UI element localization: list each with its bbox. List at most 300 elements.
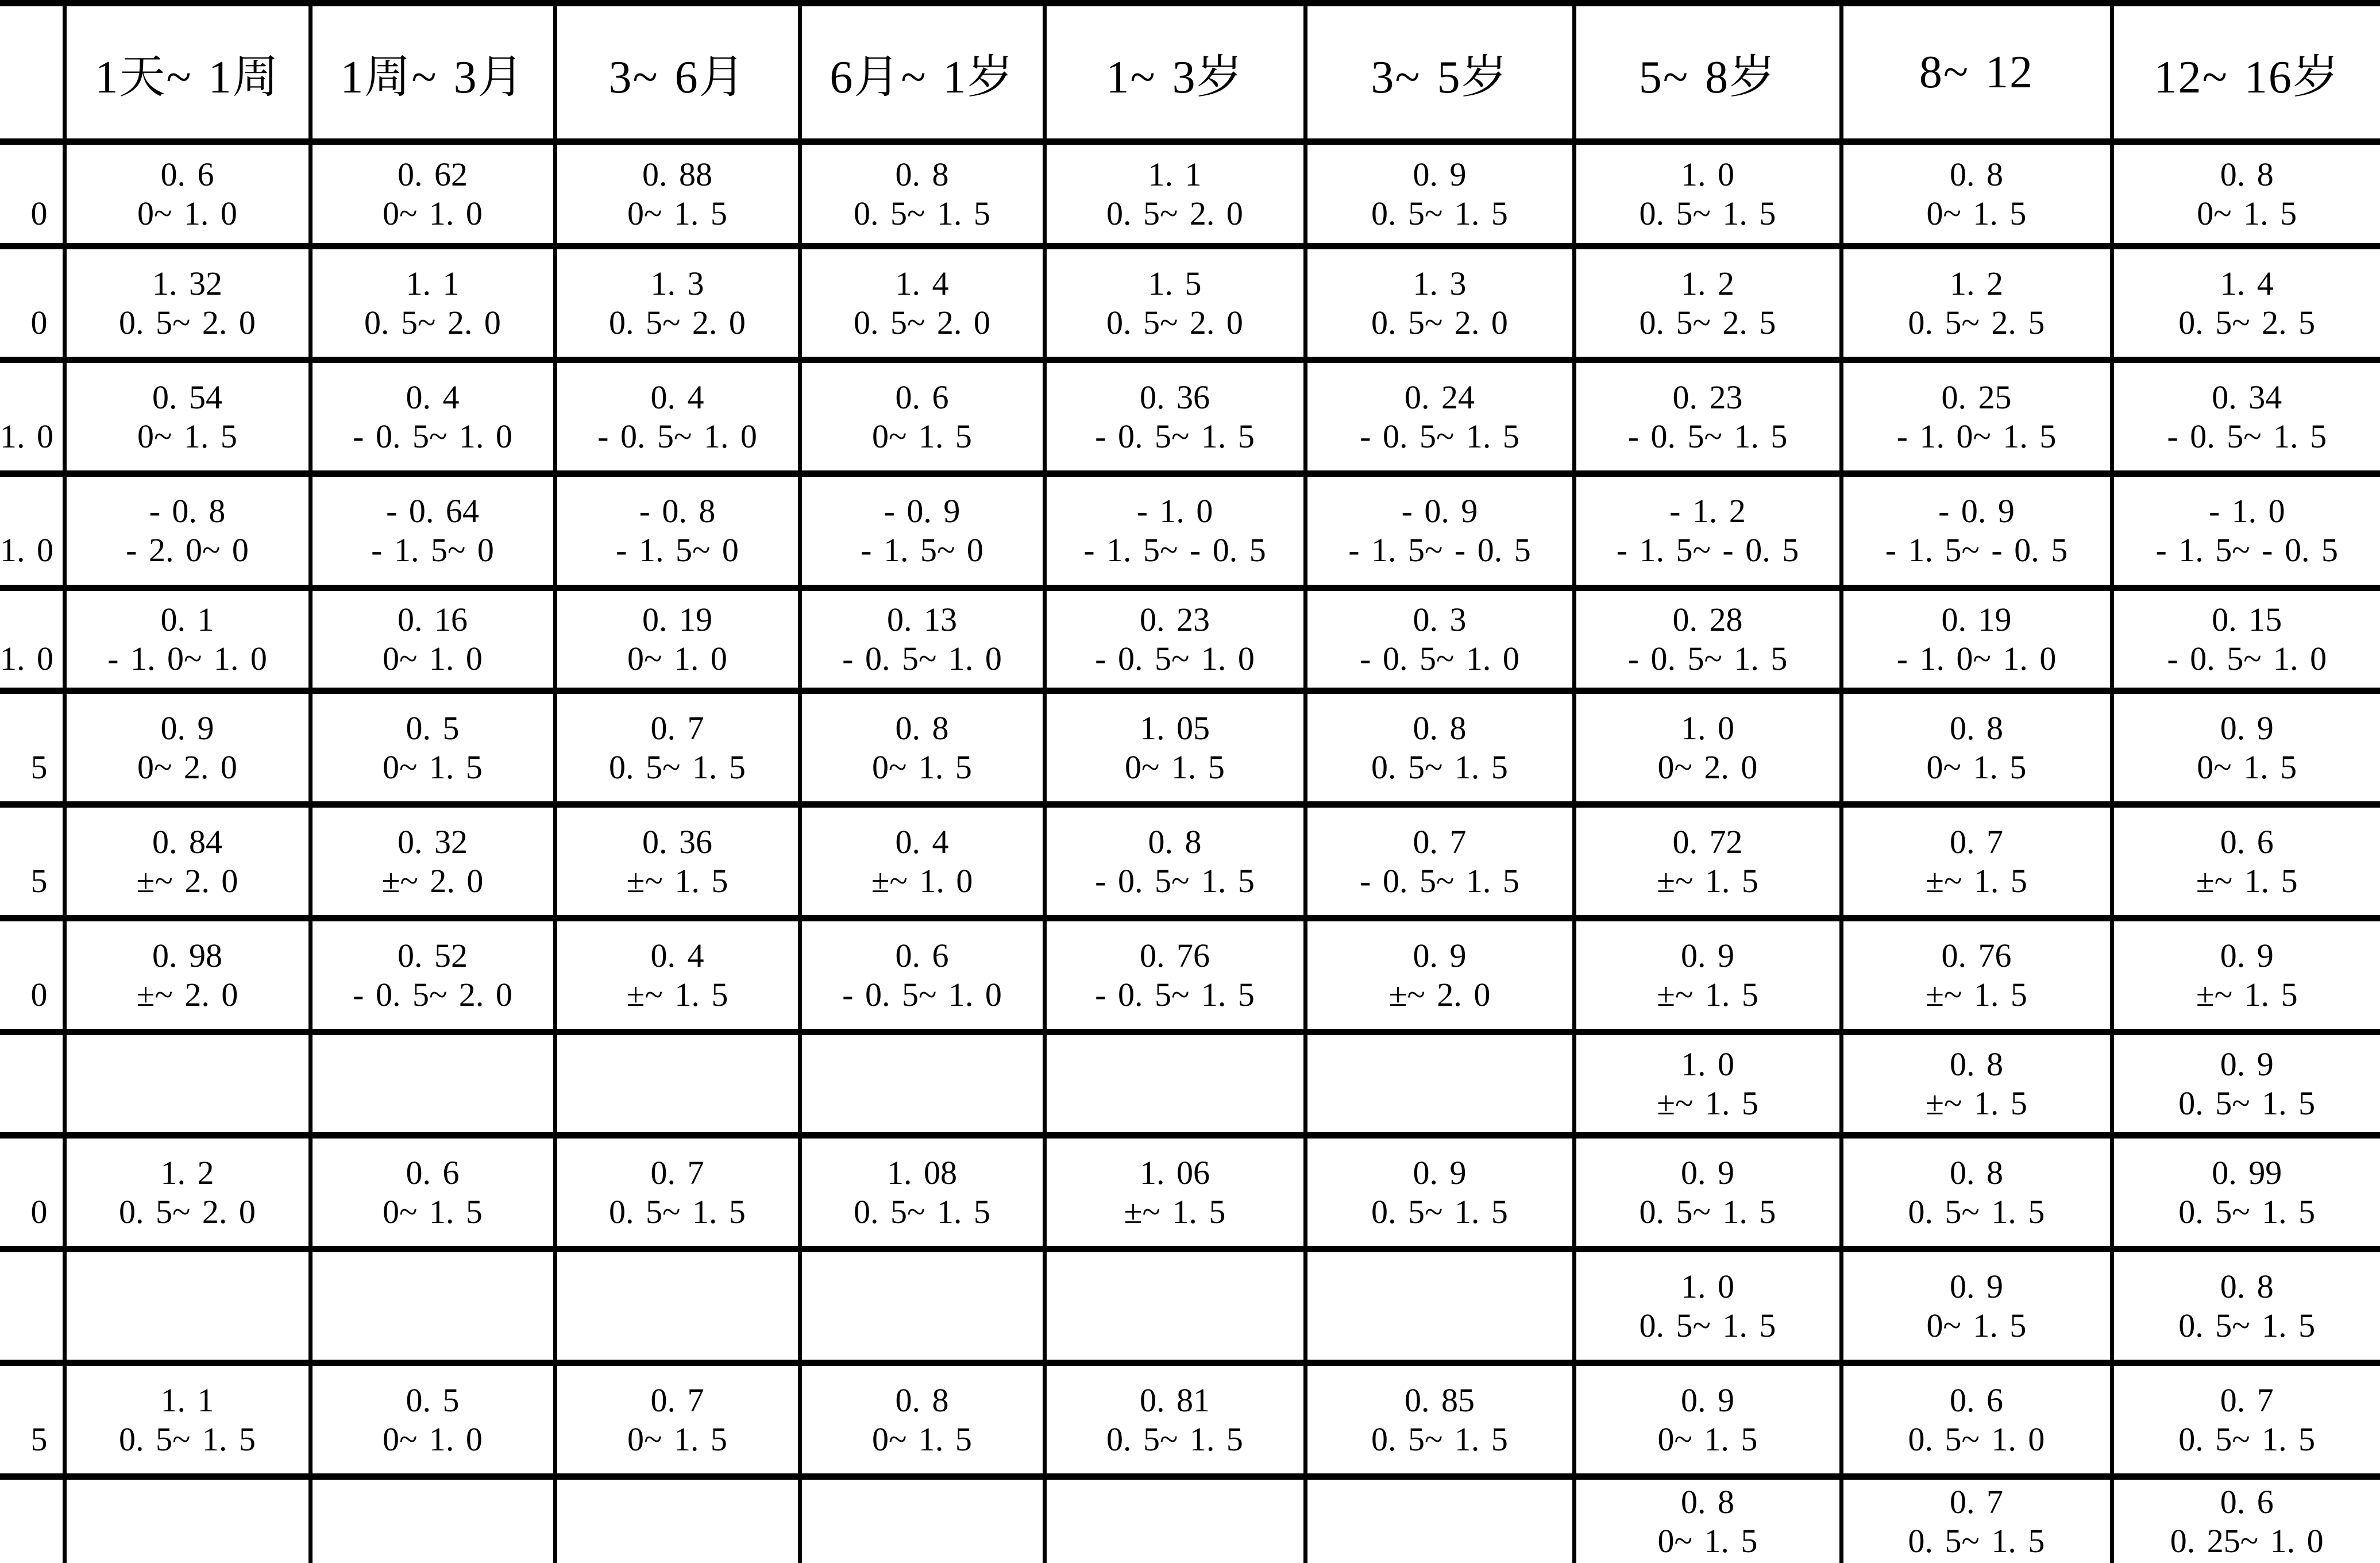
- cell-value: 0. 34: [2212, 378, 2282, 416]
- data-cell: [1044, 1136, 1305, 1249]
- cell-range: - 1. 5~ - 0. 5: [1616, 531, 1799, 569]
- table-row: [0, 1477, 2380, 1563]
- data-cell: [64, 1363, 310, 1477]
- cell-range: ±~ 2. 0: [381, 862, 484, 900]
- cell-value: 0. 99: [2212, 1153, 2282, 1191]
- data-cell: [2112, 588, 2380, 691]
- cell-range: 0. 5~ 1. 5: [1371, 748, 1508, 786]
- row-stub-fragment: [0, 588, 64, 691]
- cell-value: 0. 5: [406, 1381, 460, 1419]
- cell-value: 0. 8: [1413, 709, 1467, 747]
- data-cell: [1305, 918, 1574, 1032]
- cell-value: 0. 4: [650, 936, 704, 974]
- stub-blank-line: [0, 936, 48, 975]
- data-cell: [555, 474, 800, 588]
- cell-value: 0. 25: [1941, 378, 2012, 416]
- row-stub-fragment: [0, 142, 64, 246]
- cell-value: 0. 15: [2212, 601, 2282, 638]
- cell-range: 0. 5~ 2. 0: [1371, 303, 1508, 341]
- cell-range: - 0. 5~ 1. 0: [2167, 640, 2327, 677]
- cell-range: - 0. 5~ 1. 0: [842, 975, 1002, 1013]
- stub-fragment-text: 0: [30, 194, 48, 232]
- cell-range: ±~ 1. 5: [1657, 975, 1758, 1013]
- cell-value: 0. 28: [1672, 601, 1743, 638]
- cell-range: 0~ 1. 5: [872, 1420, 972, 1458]
- data-cell: [2112, 1363, 2380, 1477]
- cell-value: 1. 08: [887, 1153, 957, 1191]
- empty-cell: [64, 1032, 310, 1136]
- cell-range: ±~ 1. 5: [1657, 1084, 1758, 1122]
- data-cell: [555, 805, 800, 918]
- cell-value: 0. 6: [1950, 1381, 2003, 1419]
- data-cell: [1574, 1477, 1841, 1563]
- row-stub-fragment: [0, 246, 64, 360]
- table-row: [0, 142, 2380, 246]
- cell-value: 1. 06: [1140, 1153, 1210, 1191]
- data-cell: [1841, 1136, 2112, 1249]
- cell-value: - 1. 0: [1136, 492, 1213, 530]
- cell-range: 0~ 1. 5: [627, 194, 727, 232]
- cell-range: 0~ 1. 5: [1926, 1306, 2027, 1344]
- column-header-1y-3y: 1~ 3岁: [1044, 3, 1305, 142]
- cell-value: 0. 23: [1672, 378, 1743, 416]
- cell-range: 0. 5~ 1. 5: [1908, 1192, 2045, 1230]
- cell-range: - 0. 5~ 1. 5: [1095, 975, 1255, 1013]
- data-cell: [1841, 360, 2112, 474]
- cell-range: 0. 5~ 1. 5: [2178, 1306, 2316, 1344]
- cell-value: 0. 7: [650, 1153, 704, 1191]
- cell-value: 1. 4: [2220, 264, 2274, 302]
- data-cell: [1044, 142, 1305, 246]
- data-cell: [2112, 1032, 2380, 1136]
- cell-range: 0~ 1. 5: [1926, 748, 2027, 786]
- row-stub-fragment: [0, 1477, 64, 1563]
- cell-value: 0. 24: [1405, 378, 1475, 416]
- cell-range: - 0. 5~ 1. 5: [1095, 862, 1255, 900]
- cell-value: 1. 2: [1681, 264, 1734, 302]
- data-cell: [310, 246, 555, 360]
- stub-blank-line: [0, 1267, 48, 1306]
- cell-range: 0~ 1. 5: [2197, 194, 2297, 232]
- data-cell: [800, 691, 1044, 805]
- data-cell: [555, 246, 800, 360]
- empty-cell: [1305, 1477, 1574, 1563]
- data-cell: [310, 474, 555, 588]
- table-row: [0, 360, 2380, 474]
- row-stub-fragment: [0, 691, 64, 805]
- cell-value: 1. 0: [1681, 709, 1734, 747]
- cell-range: - 1. 5~ - 0. 5: [1885, 531, 2068, 569]
- cell-value: 0. 76: [1941, 936, 2012, 974]
- data-cell: [1305, 474, 1574, 588]
- cell-value: 1. 3: [1413, 264, 1467, 302]
- cell-value: - 0. 8: [149, 492, 226, 530]
- table-row: [0, 1363, 2380, 1477]
- cell-range: 0. 5~ 1. 5: [609, 748, 746, 786]
- empty-cell: [310, 1032, 555, 1136]
- empty-cell: [310, 1477, 555, 1563]
- table-row: [0, 691, 2380, 805]
- cell-range: 0. 5~ 1. 5: [2178, 1192, 2316, 1230]
- data-cell: [1305, 1136, 1574, 1249]
- cell-value: 0. 6: [160, 155, 214, 193]
- data-cell: [555, 1363, 800, 1477]
- data-cell: [64, 691, 310, 805]
- cell-value: - 0. 9: [1401, 492, 1478, 530]
- cell-range: - 0. 5~ 1. 5: [2167, 417, 2327, 455]
- table-row: [0, 246, 2380, 360]
- data-cell: [1574, 142, 1841, 246]
- empty-cell: [1305, 1249, 1574, 1363]
- data-cell: [555, 918, 800, 1032]
- cell-value: 0. 1: [160, 601, 214, 638]
- cell-range: ±~ 1. 5: [626, 975, 728, 1013]
- data-cell: [800, 1136, 1044, 1249]
- cell-range: 0. 5~ 1. 5: [609, 1192, 746, 1230]
- cell-range: - 0. 5~ 1. 0: [1095, 640, 1255, 677]
- cell-value: 0. 9: [2220, 936, 2274, 974]
- row-stub-fragment: [0, 918, 64, 1032]
- row-stub-fragment: [0, 1136, 64, 1249]
- cell-value: - 0. 9: [1938, 492, 2015, 530]
- row-stub-fragment: [0, 360, 64, 474]
- cell-value: 1. 1: [1148, 155, 1202, 193]
- cell-value: 0. 8: [895, 709, 949, 747]
- cell-value: 0. 7: [1413, 823, 1467, 860]
- cell-range: 0. 5~ 2. 0: [1106, 194, 1243, 232]
- cell-value: 0. 6: [895, 936, 949, 974]
- data-cell: [1044, 246, 1305, 360]
- cell-value: 0. 9: [1681, 936, 1734, 974]
- cell-value: 0. 6: [2220, 823, 2274, 860]
- data-cell: [555, 588, 800, 691]
- data-cell: [2112, 805, 2380, 918]
- data-cell: [1574, 246, 1841, 360]
- cell-range: 0~ 1. 5: [383, 1192, 483, 1230]
- data-cell: [310, 1136, 555, 1249]
- cell-value: 1. 3: [650, 264, 704, 302]
- data-cell: [1841, 1032, 2112, 1136]
- data-cell: [1044, 360, 1305, 474]
- empty-cell: [1044, 1032, 1305, 1136]
- cell-value: 0. 8: [1950, 1153, 2003, 1191]
- cell-range: - 0. 5~ 1. 5: [1360, 862, 1519, 900]
- cell-range: 0. 5~ 1. 5: [1908, 1522, 2045, 1560]
- data-cell: [310, 691, 555, 805]
- cell-value: 1. 32: [152, 264, 222, 302]
- cell-value: 0. 16: [398, 601, 468, 638]
- corner-cell: [0, 3, 64, 142]
- table-row: [0, 1249, 2380, 1363]
- cell-range: - 1. 0~ 1. 0: [107, 640, 267, 677]
- cell-range: 0. 5~ 2. 0: [854, 303, 990, 341]
- cell-value: 0. 8: [2220, 1267, 2274, 1305]
- cell-value: 1. 1: [160, 1381, 214, 1419]
- cell-range: 0. 25~ 1. 0: [2170, 1522, 2324, 1560]
- cell-range: ±~ 2. 0: [1388, 975, 1491, 1013]
- stub-fragment-text: [0, 1306, 48, 1345]
- cell-value: 0. 9: [1681, 1381, 1734, 1419]
- data-cell: [1841, 588, 2112, 691]
- data-cell: [1841, 805, 2112, 918]
- cell-range: - 1. 5~ - 0. 5: [2155, 531, 2338, 569]
- cell-value: 0. 62: [398, 155, 468, 193]
- data-cell: [2112, 1249, 2380, 1363]
- cell-range: - 1. 5~ - 0. 5: [1348, 531, 1531, 569]
- cell-value: - 1. 2: [1669, 492, 1746, 530]
- cell-range: - 1. 5~ 0: [861, 531, 983, 569]
- cell-value: 0. 81: [1140, 1381, 1210, 1419]
- cell-value: 0. 84: [152, 823, 222, 860]
- row-stub-fragment: [0, 1032, 64, 1136]
- data-cell: [1044, 691, 1305, 805]
- cell-value: 1. 05: [1140, 709, 1210, 747]
- data-cell: [64, 805, 310, 918]
- cell-value: 0. 8: [1950, 155, 2003, 193]
- data-cell: [310, 142, 555, 246]
- stub-fragment-text: 0: [30, 975, 48, 1013]
- cell-value: 0. 36: [1140, 378, 1210, 416]
- data-cell: [555, 142, 800, 246]
- cell-value: 0. 6: [2220, 1483, 2274, 1520]
- cell-range: 0. 5~ 1. 5: [119, 1420, 256, 1458]
- cell-range: - 0. 5~ 1. 0: [842, 640, 1002, 677]
- cell-range: - 2. 0~ 0: [126, 531, 249, 569]
- data-cell: [310, 918, 555, 1032]
- empty-cell: [555, 1249, 800, 1363]
- cell-range: - 0. 5~ 1. 5: [1360, 417, 1519, 455]
- cell-value: 0. 8: [2220, 155, 2274, 193]
- data-cell: [2112, 246, 2380, 360]
- cell-range: ±~ 1. 5: [1124, 1192, 1226, 1230]
- column-header-6m-1y: 6月~ 1岁: [800, 3, 1044, 142]
- cell-value: 0. 23: [1140, 601, 1210, 638]
- cell-range: 0. 5~ 1. 5: [854, 1192, 990, 1230]
- data-cell: [1305, 246, 1574, 360]
- cell-value: 0. 8: [895, 155, 949, 193]
- empty-cell: [800, 1032, 1044, 1136]
- cell-range: 0~ 1. 5: [872, 417, 972, 455]
- data-cell: [64, 918, 310, 1032]
- cell-value: 0. 52: [398, 936, 468, 974]
- data-cell: [1305, 360, 1574, 474]
- cell-range: - 0. 5~ 2. 0: [353, 975, 512, 1013]
- cell-range: 0~ 1. 0: [383, 194, 483, 232]
- empty-cell: [64, 1249, 310, 1363]
- data-cell: [64, 246, 310, 360]
- data-cell: [64, 142, 310, 246]
- stub-fragment-text: 0: [30, 303, 48, 341]
- data-cell: [800, 246, 1044, 360]
- cell-range: 0. 5~ 2. 0: [119, 1192, 256, 1230]
- cell-range: 0. 5~ 2. 5: [1639, 303, 1776, 341]
- data-cell: [64, 588, 310, 691]
- cell-range: - 1. 5~ 0: [616, 531, 739, 569]
- cell-range: 0. 5~ 2. 0: [609, 303, 746, 341]
- data-cell: [800, 360, 1044, 474]
- data-cell: [2112, 1136, 2380, 1249]
- stub-blank-line: [0, 492, 48, 531]
- data-cell: [1305, 691, 1574, 805]
- data-cell: [1574, 805, 1841, 918]
- cell-range: 0~ 1. 5: [137, 417, 237, 455]
- stub-fragment-text: [0, 1084, 48, 1123]
- cell-range: - 1. 0~ 1. 0: [1896, 640, 2057, 677]
- stub-blank-line: [0, 1381, 48, 1420]
- data-cell: [800, 1363, 1044, 1477]
- stub-fragment-text: 1. 0: [0, 531, 53, 569]
- cell-range: ±~ 1. 5: [2196, 862, 2298, 900]
- data-cell: [1841, 691, 2112, 805]
- stub-fragment-text: 5: [30, 748, 48, 786]
- cell-value: 0. 9: [1950, 1267, 2003, 1305]
- cell-value: 0. 8: [1950, 709, 2003, 747]
- data-cell: [1305, 142, 1574, 246]
- cell-range: 0~ 1. 5: [1657, 1420, 1758, 1458]
- cell-value: 0. 76: [1140, 936, 1210, 974]
- cell-range: 0. 5~ 1. 5: [1371, 1420, 1508, 1458]
- data-cell: [310, 805, 555, 918]
- data-cell: [1841, 142, 2112, 246]
- table-row: [0, 1032, 2380, 1136]
- cell-value: 0. 9: [1413, 1153, 1467, 1191]
- cell-value: 0. 9: [1413, 155, 1467, 193]
- cell-range: 0. 5~ 2. 0: [119, 303, 256, 341]
- stub-blank-line: [0, 823, 48, 862]
- cell-value: 1. 0: [1681, 1267, 1734, 1305]
- cell-range: 0. 5~ 1. 5: [854, 194, 990, 232]
- cell-value: 0. 4: [650, 378, 704, 416]
- cell-range: 0~ 1. 5: [2197, 748, 2297, 786]
- cell-value: 1. 0: [1681, 1045, 1734, 1083]
- column-header-8y-12y: 8~ 12: [1841, 3, 2112, 142]
- cell-range: 0. 5~ 2. 5: [1908, 303, 2045, 341]
- data-cell: [2112, 360, 2380, 474]
- cell-value: 0. 9: [1681, 1153, 1734, 1191]
- cell-value: 0. 13: [887, 601, 957, 638]
- cell-value: 0. 19: [642, 601, 712, 638]
- column-header-5y-8y: 5~ 8岁: [1574, 3, 1841, 142]
- stub-fragment-text: 1. 0: [0, 640, 53, 677]
- empty-cell: [310, 1249, 555, 1363]
- cell-value: 0. 7: [650, 709, 704, 747]
- cell-range: ±~ 2. 0: [136, 975, 238, 1013]
- table-body: [0, 142, 2380, 1563]
- cell-range: ±~ 2. 0: [136, 862, 238, 900]
- header-row: [0, 3, 2380, 142]
- cell-range: 0. 5~ 1. 5: [1371, 1192, 1508, 1230]
- column-header-1w-3m: 1周~ 3月: [310, 3, 555, 142]
- cell-value: 1. 2: [1950, 264, 2003, 302]
- cell-value: 0. 6: [406, 1153, 460, 1191]
- cell-range: - 1. 5~ - 0. 5: [1083, 531, 1266, 569]
- column-header-3m-6m: 3~ 6月: [555, 3, 800, 142]
- cell-range: 0. 5~ 2. 0: [364, 303, 501, 341]
- data-cell: [800, 142, 1044, 246]
- stub-fragment-text: [0, 1522, 48, 1561]
- data-cell: [800, 588, 1044, 691]
- table-row: [0, 918, 2380, 1032]
- data-cell: [1305, 805, 1574, 918]
- cell-range: 0. 5~ 1. 5: [2178, 1420, 2316, 1458]
- cell-range: ±~ 1. 5: [1926, 1084, 2027, 1122]
- data-cell: [1305, 1363, 1574, 1477]
- cell-value: 0. 8: [1148, 823, 1202, 860]
- cell-range: ±~ 1. 0: [871, 862, 973, 900]
- cell-value: 0. 4: [406, 378, 460, 416]
- cell-value: 0. 3: [1413, 601, 1467, 638]
- stub-blank-line: [0, 1483, 48, 1522]
- table-row: [0, 805, 2380, 918]
- cell-range: 0~ 2. 0: [137, 748, 237, 786]
- cell-value: 0. 85: [1405, 1381, 1475, 1419]
- cell-value: 0. 9: [160, 709, 214, 747]
- cell-value: 0. 9: [1413, 936, 1467, 974]
- cell-range: 0~ 1. 5: [1926, 194, 2027, 232]
- column-header-3y-5y: 3~ 5岁: [1305, 3, 1574, 142]
- cell-range: 0. 5~ 1. 0: [1908, 1420, 2045, 1458]
- cell-value: 0. 36: [642, 823, 712, 860]
- data-cell: [64, 360, 310, 474]
- cell-value: 1. 5: [1148, 264, 1202, 302]
- data-cell: [1305, 588, 1574, 691]
- empty-cell: [800, 1477, 1044, 1563]
- cell-value: 0. 6: [895, 378, 949, 416]
- stub-fragment-text: 1. 0: [0, 417, 53, 455]
- data-cell: [1044, 588, 1305, 691]
- data-cell: [1044, 805, 1305, 918]
- cell-value: 0. 5: [406, 709, 460, 747]
- cell-value: 0. 4: [895, 823, 949, 860]
- data-cell: [64, 1136, 310, 1249]
- cell-value: 0. 7: [2220, 1381, 2274, 1419]
- row-stub-fragment: [0, 805, 64, 918]
- cell-value: 0. 8: [1681, 1483, 1734, 1520]
- data-cell: [800, 474, 1044, 588]
- cell-range: 0. 5~ 2. 0: [1106, 303, 1243, 341]
- cell-range: 0~ 1. 0: [137, 194, 237, 232]
- cell-value: 0. 7: [650, 1381, 704, 1419]
- cell-range: - 0. 5~ 1. 5: [1627, 417, 1788, 455]
- data-cell: [1574, 360, 1841, 474]
- cell-range: 0~ 1. 5: [1125, 748, 1225, 786]
- data-cell: [310, 588, 555, 691]
- cell-range: 0. 5~ 1. 5: [1639, 1192, 1776, 1230]
- row-stub-fragment: [0, 1249, 64, 1363]
- cell-range: 0. 5~ 1. 5: [2178, 1084, 2316, 1122]
- data-cell: [1574, 1032, 1841, 1136]
- stub-blank-line: [0, 1153, 48, 1192]
- data-cell: [310, 360, 555, 474]
- cell-value: 1. 2: [160, 1153, 214, 1191]
- stub-blank-line: [0, 378, 48, 417]
- cell-range: - 0. 5~ 1. 0: [353, 417, 512, 455]
- stub-blank-line: [0, 155, 48, 194]
- cell-range: 0~ 1. 5: [627, 1420, 727, 1458]
- cell-range: 0~ 2. 0: [1657, 748, 1758, 786]
- data-cell: [800, 805, 1044, 918]
- cell-value: 0. 32: [398, 823, 468, 860]
- cell-range: ±~ 1. 5: [1926, 975, 2027, 1013]
- stub-blank-line: [0, 600, 48, 639]
- empty-cell: [64, 1477, 310, 1563]
- cell-value: - 0. 64: [386, 492, 479, 530]
- cell-value: 1. 4: [895, 264, 949, 302]
- data-cell: [1044, 918, 1305, 1032]
- cell-value: 1. 0: [1681, 155, 1734, 193]
- column-header-1d-1w: 1天~ 1周: [64, 3, 310, 142]
- table-row: [0, 474, 2380, 588]
